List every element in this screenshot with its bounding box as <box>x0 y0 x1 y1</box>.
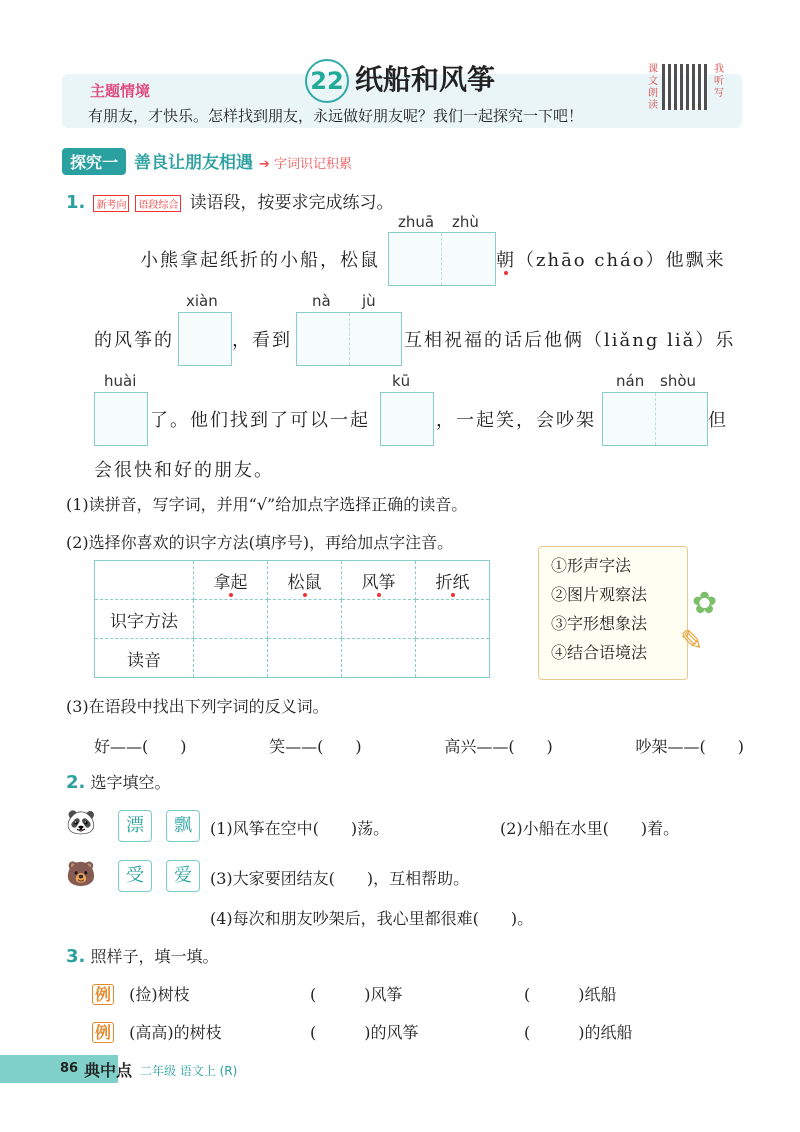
q3-prompt: 照样子，填一填。 <box>90 947 219 966</box>
pinyin-na: nà <box>312 292 331 310</box>
table-corner <box>95 561 194 600</box>
q3-header <box>66 944 218 967</box>
option-shou[interactable]: 受 <box>118 860 152 892</box>
answer-box-zhuazhu[interactable] <box>388 232 496 286</box>
q1-number: 1. <box>66 192 86 213</box>
para-line-3b: ，一起笑，会吵架 <box>436 410 596 431</box>
q1-sub2: (2)选择你喜欢的识字方法(填序号)，再给加点字注音。 <box>66 533 454 552</box>
lesson-title-text: 纸船和风筝 <box>354 63 495 96</box>
page-number: 86 <box>60 1061 79 1076</box>
q1-prompt: 读语段，按要求完成练习。 <box>189 193 394 213</box>
section-header <box>62 148 462 174</box>
section-title: 善良让朋友相遇 <box>134 153 254 173</box>
antonym-2[interactable]: 笑——( ) <box>269 737 362 756</box>
q2-sentence-1: (1)风筝在空中( )荡。 <box>210 819 390 838</box>
answer-box-nanshou[interactable] <box>602 392 708 446</box>
qr-right-label: 我听写 <box>714 64 724 99</box>
q1-sub1: (1)读拼音，写字词，并用“√”给加点字选择正确的读音。 <box>66 495 468 514</box>
section-subtitle: ➔ 字词识记积累 <box>259 157 353 172</box>
q3-r2-blank-1[interactable]: ( )的风筝 <box>310 1023 419 1042</box>
dragonfly-icon: ✎ <box>680 624 704 657</box>
q1-header <box>66 188 394 213</box>
row-label-method: 识字方法 <box>95 600 194 639</box>
para-line-2a: 的风筝的 <box>94 330 174 351</box>
q2-prompt: 选字填空。 <box>90 773 171 792</box>
table-cell[interactable] <box>268 639 342 678</box>
pinyin-xian: xiàn <box>186 292 218 310</box>
option-ai[interactable]: 爱 <box>166 860 200 892</box>
table-cell[interactable] <box>194 600 268 639</box>
header-text: 折纸 <box>435 572 470 593</box>
qr-code-icon[interactable] <box>662 64 708 110</box>
table-header-songshu <box>268 561 342 600</box>
dot-char-chao: 朝 <box>496 250 516 271</box>
qr-left-label: 课文朗读 <box>648 64 658 111</box>
bear-icon: 🐻 <box>66 860 96 888</box>
answer-box-naju[interactable] <box>296 312 402 366</box>
grade-text: 二年级 语文上 (R) <box>140 1064 238 1078</box>
q2-number: 2. <box>66 772 86 793</box>
para-line-1b: 朝（zhāo cháo）他飘来 <box>496 250 726 271</box>
panda-icon: 🐼 <box>66 808 96 836</box>
section-subtitle-text: 字词识记积累 <box>274 157 353 172</box>
q2-sentence-4: (4)每次和朋友吵架后，我心里都很难( )。 <box>210 909 534 928</box>
table-cell[interactable] <box>194 639 268 678</box>
pinyin-ku: kū <box>392 372 411 390</box>
answer-box-ku[interactable] <box>380 392 434 446</box>
q3-r1-blank-2[interactable]: ( )纸船 <box>524 985 617 1004</box>
theme-label: 主题情境 <box>90 82 151 100</box>
para-line-3c: 但 <box>708 410 728 431</box>
method-1: ①形声字法 <box>551 556 632 575</box>
para-line-2c: 互相祝福的话后他俩（liǎng liǎ）乐 <box>404 330 736 351</box>
method-card <box>538 546 688 680</box>
q3-r1-example: (捡)树枝 <box>129 985 190 1004</box>
para-line-4: 会很快和好的朋友。 <box>94 460 274 481</box>
row-label-reading: 读音 <box>95 639 194 678</box>
antonym-3[interactable]: 高兴——( ) <box>444 737 553 756</box>
q3-r2-example: (高高)的树枝 <box>129 1023 222 1042</box>
q3-r2-blank-2[interactable]: ( )的纸船 <box>524 1023 633 1042</box>
table-cell[interactable] <box>342 600 416 639</box>
table-cell[interactable] <box>268 600 342 639</box>
table-header-zhezhi <box>416 561 490 600</box>
header-text: 拿起 <box>213 572 248 593</box>
pinyin-nan: nán <box>616 372 645 390</box>
q3-row-2 <box>92 1020 692 1043</box>
recognition-table <box>94 560 490 678</box>
answer-box-xian[interactable] <box>178 312 232 366</box>
table-header-naqi <box>194 561 268 600</box>
q2-sentence-2: (2)小船在水里( )着。 <box>500 819 680 838</box>
option-piao-water[interactable]: 漂 <box>118 810 152 842</box>
antonym-4[interactable]: 吵架——( ) <box>635 737 744 756</box>
q1-tag-new: 新考向 <box>93 195 129 212</box>
pinyin-zhua: zhuā <box>398 213 435 231</box>
header-text: 风筝 <box>361 572 396 593</box>
q2-header <box>66 770 170 793</box>
q3-r1-blank-1[interactable]: ( )风筝 <box>310 985 403 1004</box>
q1-sub3: (3)在语段中找出下列字词的反义词。 <box>66 697 329 716</box>
method-3: ③字形想象法 <box>551 614 648 633</box>
pinyin-shou: shòu <box>660 372 697 390</box>
table-cell[interactable] <box>416 600 490 639</box>
q3-number: 3. <box>66 946 86 967</box>
section-label: 探究一 <box>62 148 126 175</box>
method-4: ④结合语境法 <box>551 643 648 662</box>
example-label: 例 <box>92 1022 114 1043</box>
table-cell[interactable] <box>416 639 490 678</box>
antonym-1[interactable]: 好——( ) <box>94 737 187 756</box>
flower-decoration-icon: ✿ <box>692 586 718 621</box>
theme-text: 有朋友，才快乐。怎样找到朋友，永远做好朋友呢？我们一起探究一下吧！ <box>88 107 584 125</box>
para-line-2b: ，看到 <box>232 330 292 351</box>
answer-box-huai[interactable] <box>94 392 148 446</box>
antonym-row <box>94 734 744 757</box>
q3-row-1 <box>92 982 692 1005</box>
method-2: ②图片观察法 <box>551 585 648 604</box>
option-piao-wind[interactable]: 飘 <box>166 810 200 842</box>
q2-sentence-3: (3)大家要团结友( )，互相帮助。 <box>210 869 470 888</box>
pinyin-ju: jù <box>362 292 376 310</box>
table-header-fengzheng <box>342 561 416 600</box>
pinyin-zhu: zhù <box>452 213 479 231</box>
example-label: 例 <box>92 984 114 1005</box>
header-text: 松鼠 <box>287 572 322 593</box>
pinyin-huai: huài <box>104 372 137 390</box>
brand-logo: 典中点 <box>84 1061 133 1080</box>
q1-tag-type: 语段综合 <box>135 195 181 212</box>
table-cell[interactable] <box>342 639 416 678</box>
para-line-1a: 小熊拿起纸折的小船，松鼠 <box>140 250 380 271</box>
lesson-number: 22 <box>305 59 349 103</box>
para-line-3a: 了。他们找到了可以一起 <box>150 410 370 431</box>
